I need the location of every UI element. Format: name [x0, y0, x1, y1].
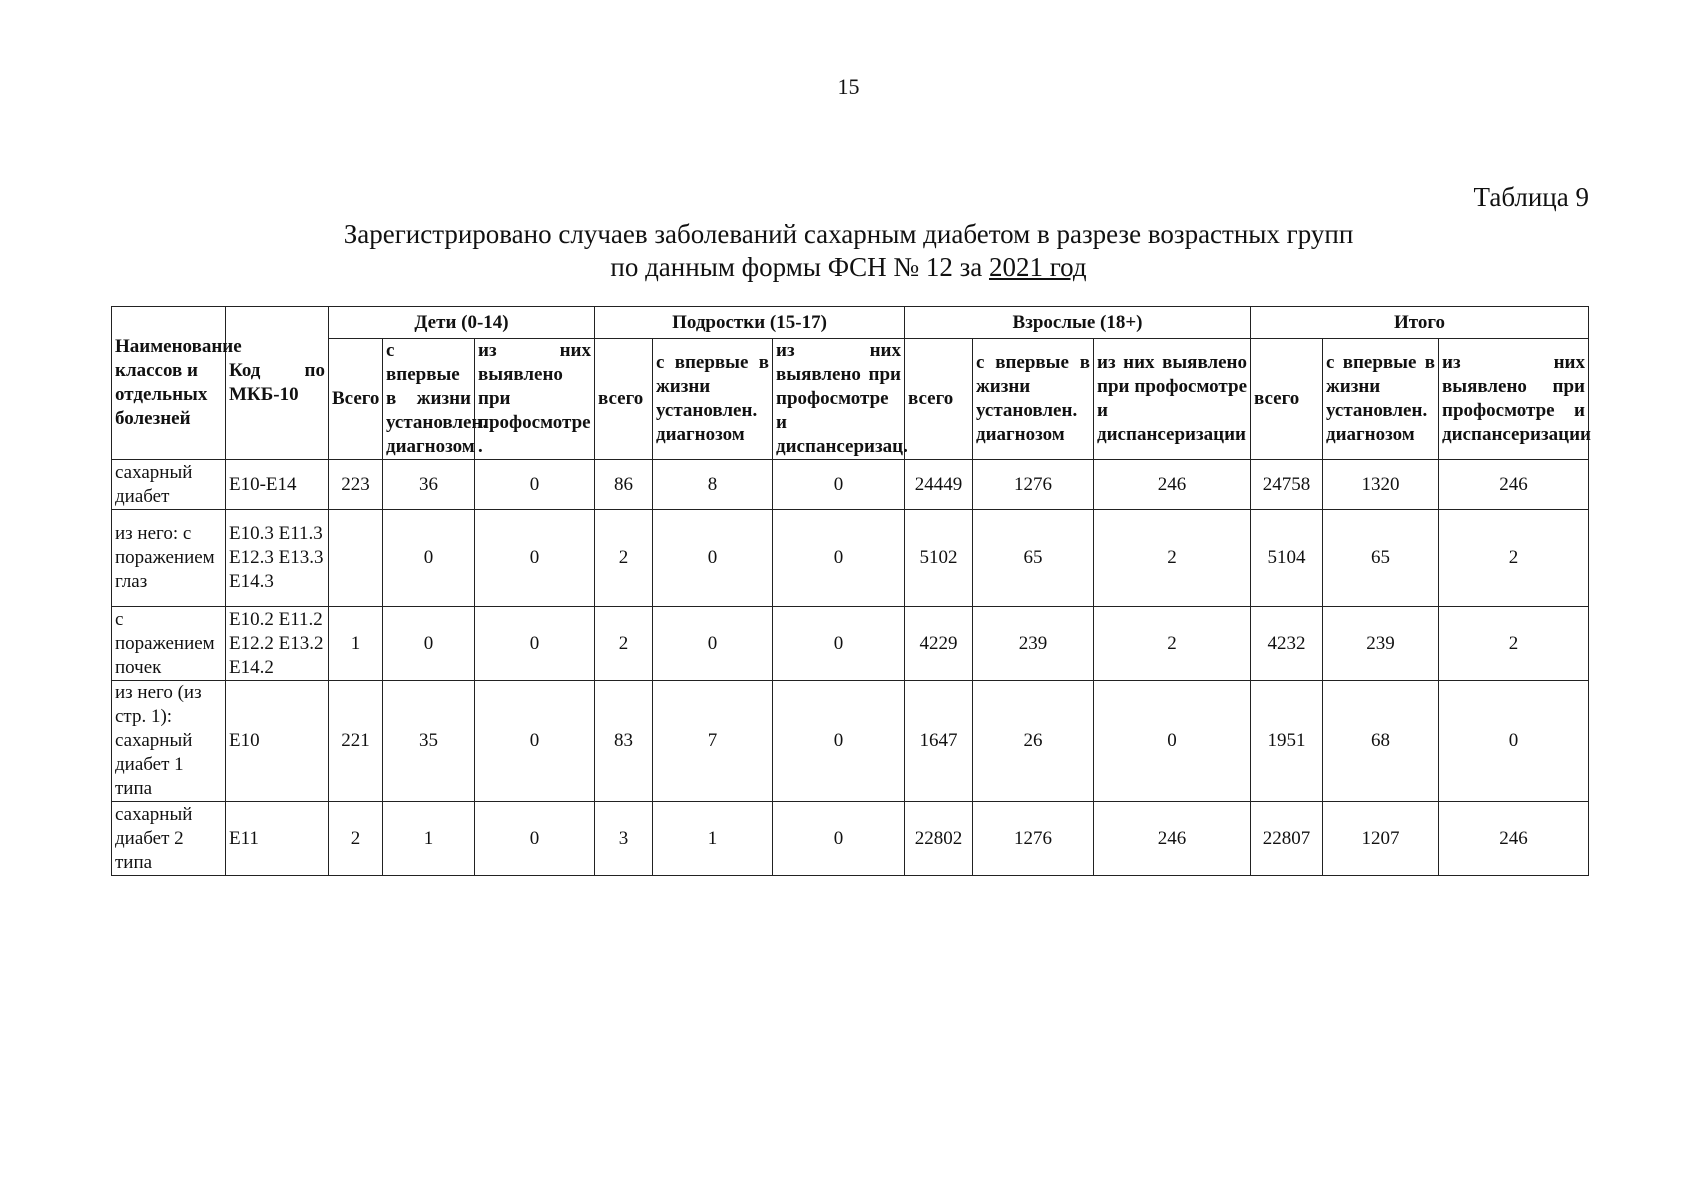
value-cell: 65	[1323, 510, 1439, 607]
value-cell: 246	[1094, 802, 1251, 876]
icd-code-cell: E10.2 E11.2 E12.2 E13.2 E14.2	[226, 607, 329, 681]
title-line-2-prefix: по данным формы ФСН № 12 за	[610, 252, 989, 282]
value-cell: 2	[595, 510, 653, 607]
value-cell: 22802	[905, 802, 973, 876]
value-cell: 0	[653, 510, 773, 607]
value-cell: 0	[773, 607, 905, 681]
value-cell	[329, 510, 383, 607]
icd-code-cell: E10-E14	[226, 460, 329, 510]
value-cell: 1	[653, 802, 773, 876]
subheader-teens-new: с впервые в жизни установлен. диагнозом	[653, 339, 773, 460]
table-row	[112, 510, 1589, 607]
subheader-teens-screening: из них выявлено при профосмотре и диспансеризац.	[773, 339, 905, 460]
value-cell: 26	[973, 681, 1094, 802]
value-cell: 2	[329, 802, 383, 876]
row-name-cell: с поражением почек	[112, 607, 226, 681]
value-cell: 0	[475, 802, 595, 876]
value-cell: 0	[1439, 681, 1589, 802]
table-row	[112, 607, 1589, 681]
row-name-cell: сахарный диабет 2 типа	[112, 802, 226, 876]
value-cell: 0	[773, 802, 905, 876]
value-cell: 0	[773, 460, 905, 510]
subheader-children-total: Всего	[329, 339, 383, 460]
group-header-teens: Подростки (15-17)	[595, 307, 905, 339]
value-cell: 221	[329, 681, 383, 802]
value-cell: 83	[595, 681, 653, 802]
value-cell: 0	[1094, 681, 1251, 802]
value-cell: 24758	[1251, 460, 1323, 510]
value-cell: 246	[1439, 460, 1589, 510]
value-cell: 5104	[1251, 510, 1323, 607]
value-cell: 86	[595, 460, 653, 510]
icd-code-cell: E10.3 E11.3 E12.3 E13.3 E14.3	[226, 510, 329, 607]
value-cell: 4232	[1251, 607, 1323, 681]
icd-code-cell: E10	[226, 681, 329, 802]
header-code: Код по МКБ-10	[226, 307, 329, 460]
value-cell: 22807	[1251, 802, 1323, 876]
value-cell: 0	[475, 607, 595, 681]
value-cell: 2	[1439, 607, 1589, 681]
value-cell: 35	[383, 681, 475, 802]
value-cell: 0	[475, 510, 595, 607]
value-cell: 65	[973, 510, 1094, 607]
value-cell: 1	[329, 607, 383, 681]
table-row	[112, 802, 1589, 876]
group-header-children: Дети (0-14)	[329, 307, 595, 339]
value-cell: 2	[1094, 607, 1251, 681]
value-cell: 24449	[905, 460, 973, 510]
value-cell: 1276	[973, 460, 1094, 510]
value-cell: 1951	[1251, 681, 1323, 802]
value-cell: 246	[1094, 460, 1251, 510]
subheader-total-total: всего	[1251, 339, 1323, 460]
value-cell: 1276	[973, 802, 1094, 876]
subheader-children-screening: из них выявлено при профосмотре .	[475, 339, 595, 460]
value-cell: 239	[973, 607, 1094, 681]
value-cell: 4229	[905, 607, 973, 681]
document-title	[0, 218, 1697, 284]
value-cell: 2	[1094, 510, 1251, 607]
icd-code-cell: E11	[226, 802, 329, 876]
value-cell: 5102	[905, 510, 973, 607]
value-cell: 0	[475, 681, 595, 802]
value-cell: 7	[653, 681, 773, 802]
value-cell: 0	[773, 510, 905, 607]
subheader-total-new: с впервые в жизни установлен. диагнозом	[1323, 339, 1439, 460]
value-cell: 1207	[1323, 802, 1439, 876]
row-name-cell: из него (из стр. 1): сахарный диабет 1 типа	[112, 681, 226, 802]
subheader-adults-new: с впервые в жизни установлен. диагнозом	[973, 339, 1094, 460]
value-cell: 1320	[1323, 460, 1439, 510]
value-cell: 0	[653, 607, 773, 681]
header-row-groups	[112, 307, 1589, 339]
table-row	[112, 460, 1589, 510]
title-line-1: Зарегистрировано случаев заболеваний сахарным диабетом в разрезе возрастных групп	[343, 219, 1354, 249]
header-row-subcolumns	[112, 339, 1589, 460]
value-cell: 2	[595, 607, 653, 681]
table-row	[112, 681, 1589, 802]
value-cell: 246	[1439, 802, 1589, 876]
value-cell: 2	[1439, 510, 1589, 607]
value-cell: 68	[1323, 681, 1439, 802]
subheader-total-screening: из них выявлено при профосмотре и диспансеризации	[1439, 339, 1589, 460]
subheader-adults-screening: из них выявлено при профосмотре и диспансеризации	[1094, 339, 1251, 460]
page-number: 15	[837, 74, 860, 99]
value-cell: 0	[383, 510, 475, 607]
title-year: 2021 год	[988, 252, 1087, 282]
value-cell: 0	[773, 681, 905, 802]
value-cell: 8	[653, 460, 773, 510]
value-cell: 0	[475, 460, 595, 510]
subheader-adults-total: всего	[905, 339, 973, 460]
group-header-adults: Взрослые (18+)	[905, 307, 1251, 339]
diabetes-cases-table	[111, 306, 1589, 876]
value-cell: 0	[383, 607, 475, 681]
row-name-cell: сахарный диабет	[112, 460, 226, 510]
subheader-children-new: с впервые в жизни установлен. диагнозом	[383, 339, 475, 460]
value-cell: 239	[1323, 607, 1439, 681]
header-name: Наименование классов и отдельных болезней	[112, 307, 226, 460]
value-cell: 1647	[905, 681, 973, 802]
value-cell: 1	[383, 802, 475, 876]
value-cell: 223	[329, 460, 383, 510]
value-cell: 3	[595, 802, 653, 876]
subheader-teens-total: всего	[595, 339, 653, 460]
title-line-2	[0, 251, 1697, 284]
table-label: Таблица 9	[1473, 182, 1589, 212]
group-header-total: Итого	[1251, 307, 1589, 339]
value-cell: 36	[383, 460, 475, 510]
row-name-cell: из него: с поражением глаз	[112, 510, 226, 607]
